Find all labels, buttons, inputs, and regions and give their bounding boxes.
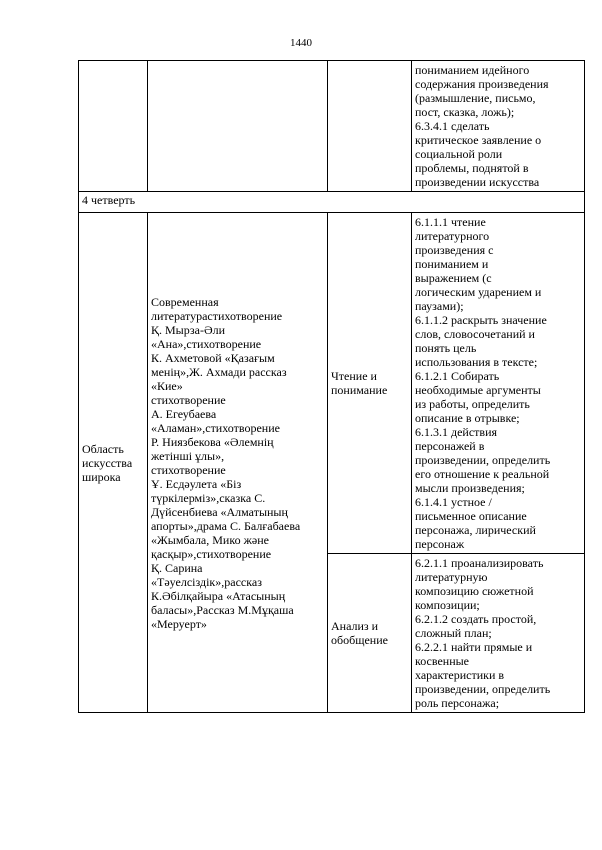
section-name-reading: Чтение и понимание	[328, 213, 412, 554]
quarter-label: 4 четверть	[79, 192, 585, 213]
objectives-continued-cell	[412, 61, 585, 192]
text-line: персонажей в	[415, 439, 485, 453]
text-line: «Жымбала, Мико және	[151, 532, 269, 547]
text-line: стихотворение	[151, 462, 226, 477]
text-line: литературную	[415, 570, 488, 584]
text-line: Ұ. Есдәулета «Біз	[151, 476, 242, 491]
text-line: письменное описание	[415, 509, 527, 523]
text-line: произведении, определить	[415, 453, 551, 467]
text-line: социальной роли	[415, 147, 503, 161]
text-line: персонаж	[415, 537, 465, 551]
text-line: необходимые аргументы	[415, 383, 541, 397]
text-line: К.Әбілқайыра «Атасының	[151, 588, 286, 603]
text-line: «Меруерт»	[151, 616, 207, 631]
text-line: произведении искусства	[415, 175, 540, 189]
text-line: косвенные	[415, 654, 469, 668]
section-name-analysis: Анализ и обобщение	[328, 554, 412, 713]
text-line: описание в отрывке;	[415, 411, 520, 425]
text-line: «Кие»	[151, 378, 183, 393]
text-line: Қ. Сарина	[151, 560, 203, 575]
curriculum-table	[78, 60, 585, 713]
text-line: пост, сказка, ложь);	[415, 105, 515, 119]
text-line: 6.2.1.2 создать простой,	[415, 612, 537, 626]
text-line: 6.1.1.1 чтение	[415, 215, 486, 229]
empty-cell	[79, 61, 148, 192]
text-line: түркілерміз»,сказка С.	[151, 490, 266, 505]
text-line: произведения с	[415, 243, 494, 257]
text-line: слов, словосочетаний и	[415, 327, 535, 341]
text-line: роль персонажа;	[415, 696, 500, 710]
text-line: сложный план;	[415, 626, 492, 640]
text-line: Современная	[151, 294, 219, 309]
text-line: 6.1.1.2 раскрыть значение	[415, 313, 547, 327]
text-line: 6.1.2.1 Собирать	[415, 369, 500, 383]
text-line: «Ана»,стихотворение	[151, 336, 262, 351]
text-line: персонажа, лирический	[415, 523, 536, 537]
section-objectives-analysis	[412, 554, 585, 713]
text-line: характеристики в	[415, 668, 505, 682]
text-line: жетінші ұлы»,	[151, 448, 225, 463]
text-line: критическое заявление о	[415, 133, 542, 147]
text-line: композиции;	[415, 598, 480, 612]
text-line: А. Егеубаева	[151, 406, 217, 421]
text-line: апорты»,драма С. Балғабаева	[151, 518, 301, 533]
text-line: логическим ударением и	[415, 285, 542, 299]
text-line: содержания произведения	[415, 77, 549, 91]
works-cell	[148, 213, 328, 713]
text-line: стихотворение	[151, 392, 226, 407]
text-line: Қ. Мырза-Әли	[151, 322, 226, 337]
text-line: пониманием и	[415, 257, 489, 271]
empty-cell	[148, 61, 328, 192]
text-line: қасқыр»,стихотворение	[151, 546, 272, 561]
empty-cell	[328, 61, 412, 192]
area-cell: Область искусства широка	[79, 213, 148, 713]
table-row	[79, 213, 585, 554]
text-line: 6.2.2.1 найти прямые и	[415, 640, 533, 654]
text-line: выражением (с	[415, 271, 492, 285]
text-line: (размышление, письмо,	[415, 91, 536, 105]
text-line: «Тәуелсіздік»,рассказ	[151, 574, 262, 589]
text-line: понять цель	[415, 341, 477, 355]
text-line: 6.1.3.1 действия	[415, 425, 498, 439]
section-objectives-reading	[412, 213, 585, 554]
table-row	[79, 61, 585, 192]
text-line: произведении, определить	[415, 682, 551, 696]
text-line: композицию сюжетной	[415, 584, 534, 598]
text-line: литературного	[415, 229, 490, 243]
text-line: баласы»,Рассказ М.Мұқаша	[151, 602, 294, 617]
text-line: менің»,Ж. Ахмади рассказ	[151, 364, 287, 379]
text-line: «Аламан»,стихотворение	[151, 420, 280, 435]
page-number: 1440	[290, 37, 312, 49]
table-row	[79, 192, 585, 213]
text-line: пониманием идейного	[415, 63, 530, 77]
text-line: паузами);	[415, 299, 464, 313]
text-line: из работы, определить	[415, 397, 530, 411]
text-line: К. Ахметовой «Қазағым	[151, 350, 275, 365]
text-line: его отношение к реальной	[415, 467, 550, 481]
text-line: литературастихотворение	[151, 308, 283, 323]
text-line: 6.3.4.1 сделать	[415, 119, 490, 133]
text-line: использования в тексте;	[415, 355, 538, 369]
text-line: мысли произведения;	[415, 481, 525, 495]
text-line: Дүйсенбиева «Алматының	[151, 504, 288, 519]
text-line: проблемы, поднятой в	[415, 161, 529, 175]
text-line: 6.1.4.1 устное /	[415, 495, 492, 509]
text-line: 6.2.1.1 проанализировать	[415, 556, 544, 570]
text-line: Р. Ниязбекова «Әлемнің	[151, 434, 274, 449]
